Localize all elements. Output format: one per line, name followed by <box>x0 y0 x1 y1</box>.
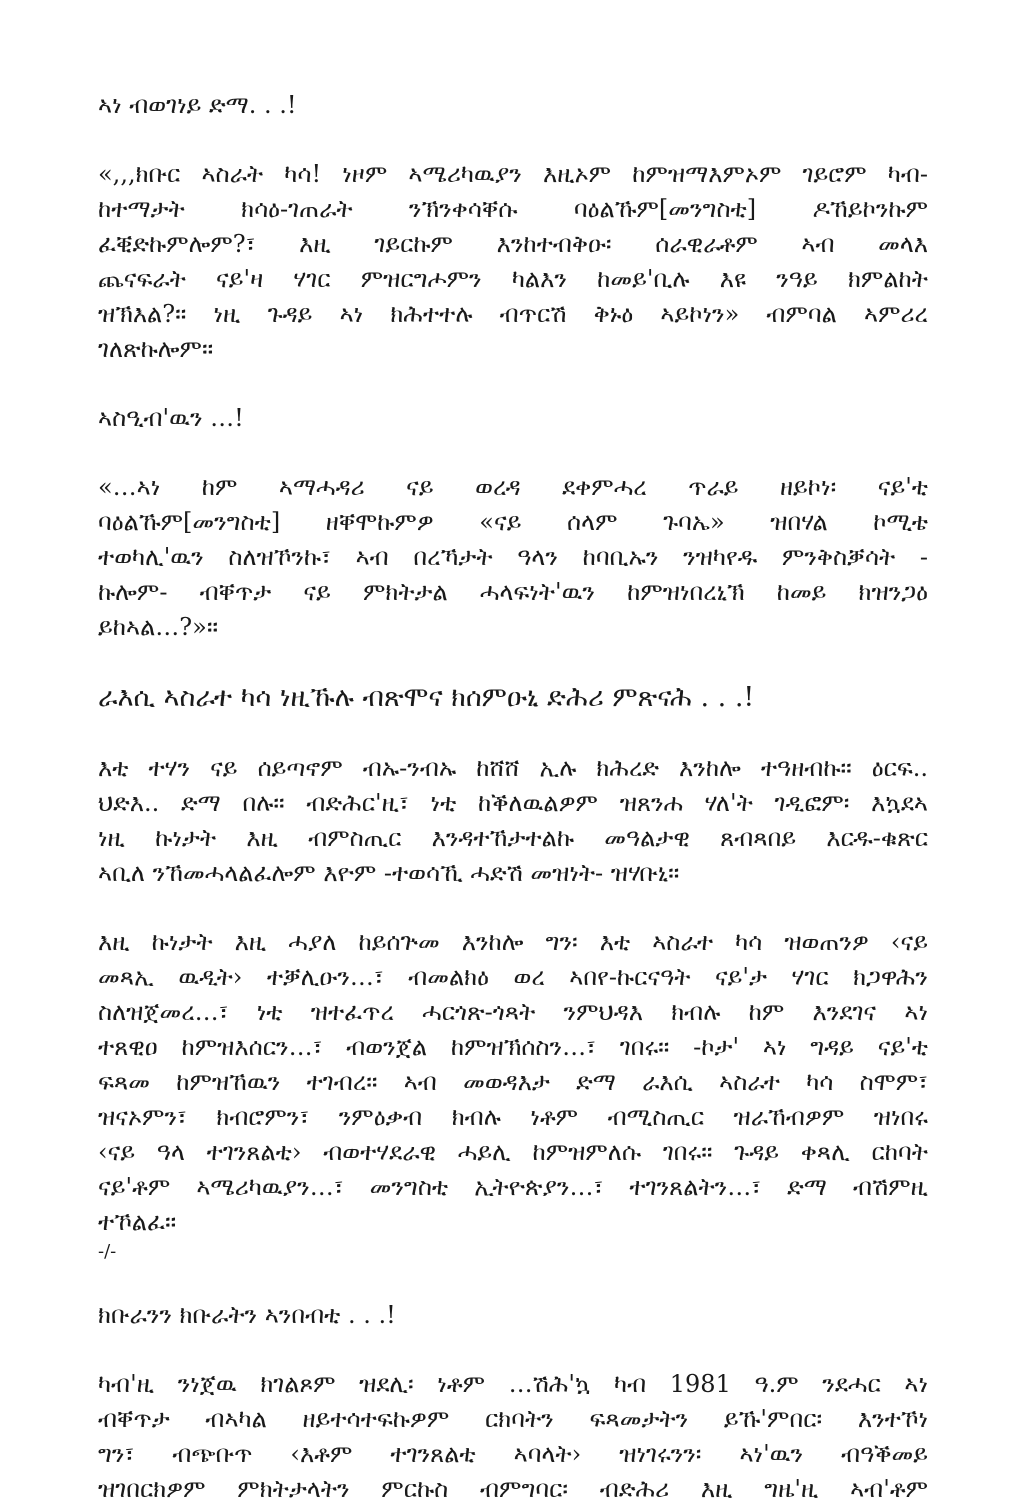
section-heading: ኣነ ብወገነይ ድማ. . .! <box>98 91 297 119</box>
text-line: እቲ ተሃን ናይ ሰይጣኖም ብኡ-ንብኡ ከሸሸ ኢሉ ክሕረድ እንከሎ ተዓዘብኩ። ዕርፍ.. <box>98 754 928 782</box>
paragraph-3 <box>98 751 928 891</box>
text-line: ስለዝጀመረ…፣ ነቲ ዝተፈጥረ ሓርጎጽ-ጎጻት ንምህዳእ ክብሉ ከም እንደገና ኣነ <box>98 998 928 1026</box>
text-line: ፈቒድኩምሎም?፣ እዚ ገይርኩም እንከተብቅዑ፡ ሰራዊራቶም ኣብ መላእ <box>98 230 928 258</box>
text-line: «…ኣነ ከም ኣማሓዳሪ ናይ ወረዳ ደቀምሓረ ጥራይ ዘይኮነ፡ ናይ'ቲ <box>98 473 928 501</box>
text-line: ተወካሊ'ዉን ስለዝኾንኩ፣ ኣብ በረኻታት ዓላን ከባቢኡን ንዝካየዱ ምንቅስቓሳት - <box>98 543 928 571</box>
text-line: ዝኽእል?። ነዚ ጉዳይ ኣነ ክሕተተሉ ብጥርሽ ቅኑዕ ኣይኮነን» ብምባል ኣምሪረ <box>98 300 928 328</box>
text-line: ግን፣ ብጭቡጥ ‹እቶም ተገንጸልቲ ኣባላት› ዝነገሩንን፡ ኣነ'ዉን ብዓቕመይ <box>98 1440 928 1468</box>
text-line: ባዕልኹም[መንግስቲ] ዘቐሞኩምዎ «ናይ ሰላም ጉባኤ» ዝበሃል ኮሚቴ <box>98 508 928 536</box>
text-line: ካብ'ዚ ንነጀዉ ክገልጾም ዝደሊ፡ ነቶም …ሽሕ'ኳ ካብ 1981 ዓ.ም ንደሓር ኣነ <box>98 1370 928 1398</box>
text-line: ብቐጥታ ብኣካል ዘይተሳተፍኩዎም ርክባትን ፍጻመታትን ይኹ'ምበር፡ እንተኾነ <box>98 1405 928 1433</box>
text-line: «,,,ክቡር ኣስራት ካሳ! ነዞም ኣሜሪካዉያን እዚኦም ከምዝማእምኦም ገይሮም ካብ- <box>98 160 928 188</box>
text-line: ተኾልፈ። <box>98 1208 177 1236</box>
text-line: ጨናፍራት ናይ'ዛ ሃገር ምዝርግሖምን ካልእን ከመይ'ቢሉ እዩ ንዓይ ክምልከት <box>98 265 928 293</box>
text-line: ተጸዊዐ ከምዝእሰርን…፣ ብወንጀል ከምዝኽሰስን…፣ ገበሩ። -ኮታ' ኣነ ግዳይ ናይ'ቲ <box>98 1033 928 1061</box>
text-line: ኩሎም- ብቐጥታ ናይ ምክትታል ሓላፍነት'ዉን ከምዝነበረኒኽ ከመይ ክዝንጋዕ <box>98 578 928 606</box>
paragraph-1 <box>98 157 928 367</box>
paragraph-2 <box>98 470 928 645</box>
text-line: ‹ናይ ዓላ ተገንጸልቲ› ብወተሃደራዊ ሓይሊ ከምዝምለሱ ገበሩ። ጉዳይ ቀጻሊ ርከባት <box>98 1138 928 1166</box>
text-line: ከተማታት ክሳዕ-ገጠራት ንኽንቀሳቐሱ ባዕልኹም[መንግስቲ] ዶኸይኮንኩም <box>98 195 928 223</box>
text-line: ፍጻመ ከምዝኸዉን ተገብረ። ኣብ መወዳእታ ድማ ራእሲ ኣስራተ ካሳ ስሞም፣ <box>98 1068 928 1096</box>
text-line: መጻኢ ዉዲት› ተቓሊዑን…፣ ብመልክዕ ወረ ኣበየ-ኩርናዓት ናይ'ታ ሃገር ክጋዋሕን <box>98 963 928 991</box>
text-line: ኣቢለ ንኸመሓላልፈሎም እዮም -ተወሳኺ ሓድሽ መዝነት- ዝሃቡኒ። <box>98 859 680 887</box>
section-heading: ክቡራንን ክቡራትን ኣንበብቲ . . .! <box>98 1301 396 1329</box>
text-line: ናይ'ቶም ኣሜሪካዉያን…፣ መንግስቲ ኢትዮጵያን…፣ ተገንጸልትን…፣ ድማ ብሽምዚ <box>98 1173 928 1201</box>
section-heading: ራእሲ ኣስራተ ካሳ ነዚኹሉ ብጽሞና ክሰምዑኒ ድሕሪ ምጽናሕ . . .! <box>98 682 755 713</box>
text-line: ይከኣል…?»። <box>98 613 219 641</box>
section-separator: -/- <box>98 1241 117 1262</box>
section-heading: ኣስዒብ'ዉን …! <box>98 404 244 432</box>
paragraph-5 <box>98 1367 928 1507</box>
text-line: ህድእ.. ድማ በሉ። ብድሕር'ዚ፣ ነቲ ከቕለዉልዎም ዝጸንሐ ሃለ'ት ገዲፎም፡ እኳደኣ <box>98 789 928 817</box>
text-line: ነዚ ኩነታት እዚ ብምስጢር እንዳተኸታተልኩ መዓልታዊ ጸብጻበይ እርዱ-ቁጽር <box>98 824 928 852</box>
paragraph-4 <box>98 925 928 1240</box>
text-line: ዝናኦምን፣ ክብሮምን፣ ንምዕቃብ ክብሉ ነቶም ብሚስጢር ዝራኸብዎም ዝነበሩ <box>98 1103 928 1131</box>
text-line: ዝገበርክዎም ምክትታላትን ምርኩስ ብምግባር፡ ብድሕሪ እዚ ግዜ'ዚ ኣብ'ቶም <box>98 1475 928 1503</box>
text-line: እዚ ኩነታት እዚ ሓያለ ከይሰጕመ እንከሎ ግን፡ እቲ ኣስራተ ካሳ ዝወጠንዎ ‹ናይ <box>98 928 928 956</box>
document-page <box>98 88 928 1507</box>
text-line: ገለጽኩሎም። <box>98 335 214 363</box>
